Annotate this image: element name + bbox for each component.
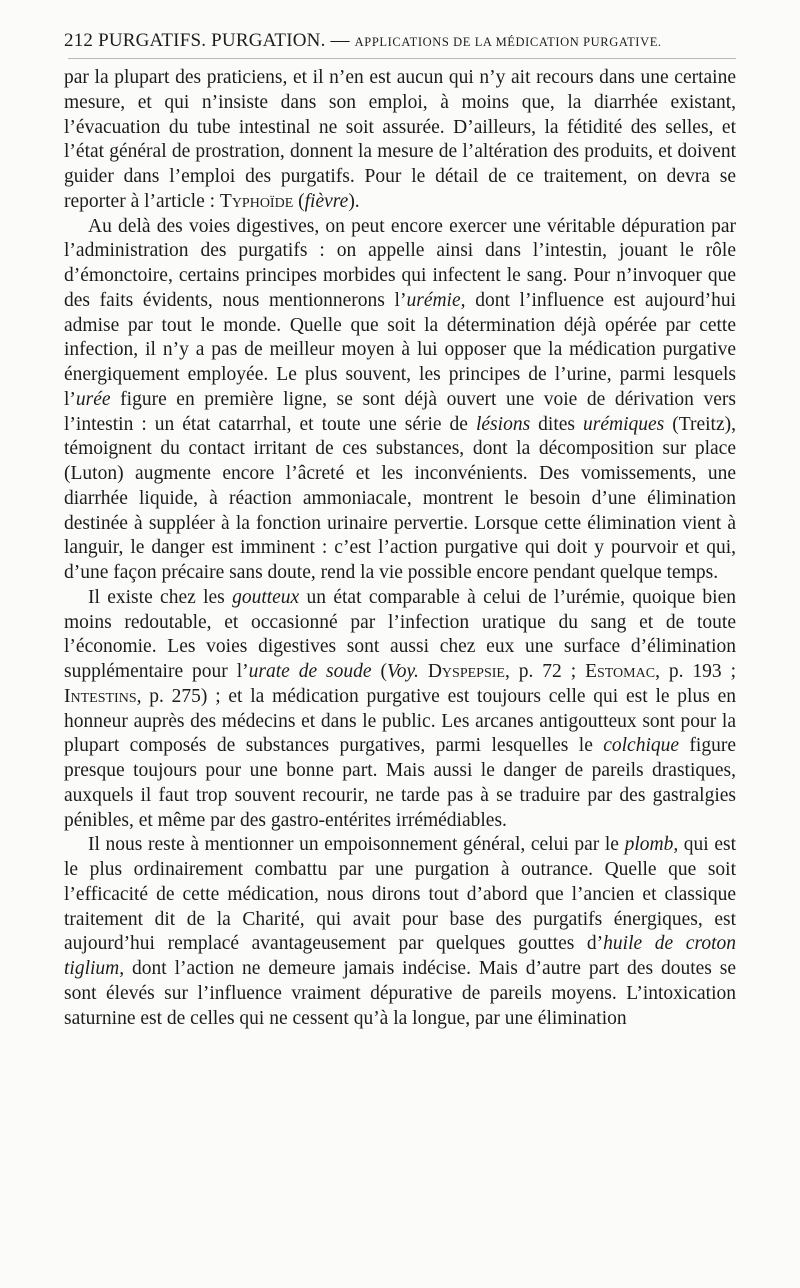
text-run: (Treitz), témoignent du contact irritant de ces substances, dont la décomposition sur place (Luton) augmente encore l’âcreté et les inconvénients. Des vomissements, une diarrhée liquide, à réaction ammoniacale, montrent le besoin d’une élimination destinée à suppléer à la fonction urinaire pervertie. Lorsque cette élimination vient à languir, le danger est imminent : c’est l’action purgative qui doit y pourvoir et qui, d’une façon précaire sans doute, rend la vie possible encore pendant quelque temps. bbox=[64, 413, 737, 583]
text-run: qui est le plus ordinairement combattu par une purgation à outrance. Quelle que soit l’efficacité de cette médication, nous dirons tout d’abord que l’ancien et classique traitement dit de la Charité, qui avait pour base des purgatifs énergiques, est aujourd’hui remplacé avantageusement par quelques gouttes d’ bbox=[64, 834, 736, 955]
text-run: figure en première ligne, se sont déjà ouvert une voie de dérivation vers l’intestin : un état catarrhal, et toute une série de bbox=[64, 388, 736, 435]
text-run: dites bbox=[530, 413, 584, 435]
small-caps-reference: Intestins bbox=[64, 685, 137, 707]
paragraph-3 bbox=[64, 586, 736, 834]
text-run: dont l’action ne demeure jamais indécise. Mais d’autre part des doutes se sont élevés sur l’influence vraiment dépurative de pareils moyens. L’intoxication saturnine est de celles qui ne cessent qu’à la longue, par une élimination bbox=[64, 958, 736, 1029]
page-number: 212 bbox=[64, 30, 94, 51]
section-title: PURGATIFS. PURGATION. bbox=[98, 30, 326, 51]
body-text bbox=[64, 66, 736, 1031]
paragraph-2 bbox=[64, 215, 736, 586]
text-run: , p. 275) ; et la médication purgative est toujours celle qui est le plus en honneur auprès des médecins et dans le public. Les arcanes antigoutteux sont pour la plupart composés de substances purgatives, parmi lesquelles le bbox=[64, 685, 736, 757]
italic-term: plomb, bbox=[624, 834, 679, 856]
small-caps-reference: Dyspepsie bbox=[427, 661, 505, 682]
italic-term: urate de soude bbox=[248, 661, 372, 682]
text-run: ( bbox=[371, 661, 387, 682]
italic-term: Voy. bbox=[386, 661, 419, 682]
text-run: un état comparable à celui de l’urémie, quoique bien moins redoutable, et occasionné par l’infection uratique du sang et de toute l’économie. Les voies digestives sont aussi chez eux une surface d’élimination supplémentaire pour l’ bbox=[64, 586, 736, 682]
italic-term: lésions bbox=[475, 413, 531, 435]
text-run: Il existe chez les bbox=[88, 586, 233, 608]
header-rule bbox=[68, 58, 736, 59]
text-run: figure presque toujours pour une bonne part. Mais aussi le danger de pareils drastiques, auxquels il faut trop souvent recourir, ne tarde pas à se traduire par des gastralgies pénibles, et même par des gastro-entérites irrémédiables. bbox=[64, 735, 736, 831]
text-run: ). bbox=[348, 190, 360, 212]
small-caps-reference: Estomac bbox=[585, 661, 656, 682]
text-run: dont l’influence est aujourd’hui admise par tout le monde. Quelle que soit la détermination déjà opérée par cette infection, il n’y a pas de meilleur moyen à lui opposer que la médication purgative énergiquement employée. Le plus souvent, les principes de l’urine, parmi lesquels l’ bbox=[64, 289, 737, 410]
text-run: par la plupart des praticiens, et il n’en est aucun qui n’y ait recours dans une certaine mesure, et qui n’insiste dans son emploi, à moins que, la diarrhée existant, l’évacuation du tube intestinal ne soit assurée. D’ailleurs, la fétidité des selles, et l’état général de prostration, donnent la mesure de l’altération des produits, et doivent guider dans l’emploi des purgatifs. Pour le détail de ce traitement, on devra se reporter à l’article : bbox=[64, 67, 736, 212]
text-run: , p. 193 ; bbox=[655, 661, 737, 682]
italic-term: goutteux bbox=[232, 586, 300, 608]
paragraph-1 bbox=[64, 66, 736, 215]
header-dash: — bbox=[330, 30, 350, 51]
paragraph-4 bbox=[64, 833, 736, 1031]
text-run: Au delà des voies digestives, on peut encore exercer une véritable dépuration par l’administration des purgatifs : on appelle ainsi dans l’intestin, jouant le rôle d’émonctoire, certains principes morbides qui infectent le sang. Pour n’invoquer que des faits évidents, nous mentionnerons l’ bbox=[64, 215, 736, 311]
italic-term: urée bbox=[75, 388, 111, 410]
italic-term: urémie, bbox=[406, 289, 466, 311]
italic-term: huile de croton tiglium, bbox=[64, 933, 736, 979]
running-head bbox=[64, 30, 744, 56]
text-run: , p. 72 ; bbox=[504, 661, 586, 682]
italic-term: urémiques bbox=[583, 413, 665, 435]
text-run: ( bbox=[293, 190, 305, 212]
small-caps-reference: Typhoïde bbox=[219, 190, 294, 212]
italic-term: colchique bbox=[603, 735, 680, 757]
subsection-title: APPLICATIONS DE LA MÉDICATION PURGATIVE. bbox=[354, 35, 662, 49]
text-run: Il nous reste à mentionner un empoisonnement général, celui par le bbox=[88, 834, 625, 856]
italic-term: fièvre bbox=[304, 190, 349, 212]
text-run bbox=[419, 661, 428, 682]
